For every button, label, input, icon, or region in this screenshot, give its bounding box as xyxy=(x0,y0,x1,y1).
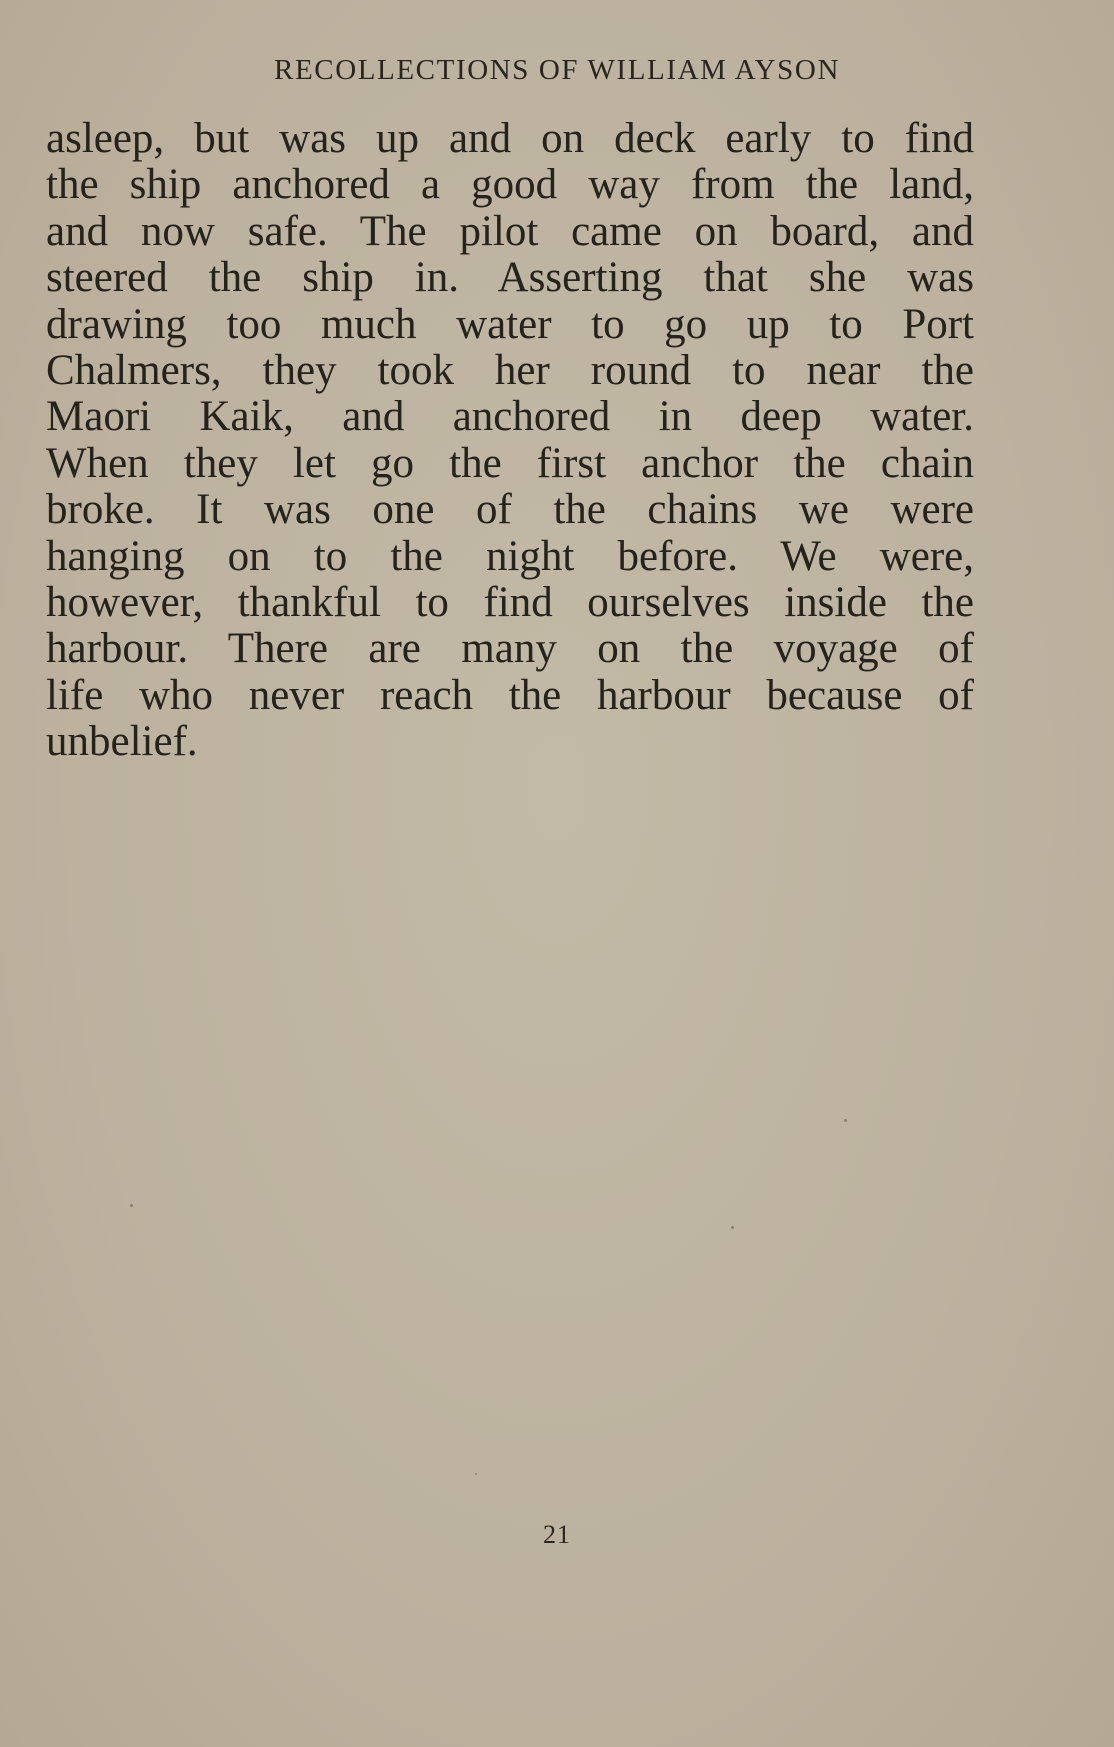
text-line: When they let go the first anchor the chain xyxy=(46,439,974,487)
running-head: RECOLLECTIONS OF WILLIAM AYSON xyxy=(274,54,840,86)
paper-speck xyxy=(731,1226,734,1229)
text-line: life who never reach the harbour because of xyxy=(46,671,974,719)
paper-speck xyxy=(475,1473,477,1475)
body-text xyxy=(46,116,974,766)
text-line: and now safe. The pilot came on board, and xyxy=(46,207,974,255)
text-line: however, thankful to find ourselves inside the xyxy=(46,579,974,627)
text-line: Maori Kaik, and anchored in deep water. xyxy=(46,393,974,441)
text-line: unbelief. xyxy=(46,718,198,766)
text-line: harbour. There are many on the voyage of xyxy=(46,625,974,673)
text-line: Chalmers, they took her round to near the xyxy=(46,347,974,395)
page-number: 21 xyxy=(543,1520,571,1549)
paper-speck xyxy=(844,1119,847,1122)
text-line: asleep, but was up and on deck early to find xyxy=(46,115,974,162)
paper-speck xyxy=(130,1204,133,1207)
text-line: drawing too much water to go up to Port xyxy=(46,300,974,348)
text-line: hanging on to the night before. We were, xyxy=(46,532,974,580)
text-line: the ship anchored a good way from the land, xyxy=(46,161,974,209)
text-line: broke. It was one of the chains we were xyxy=(46,486,974,534)
text-line: steered the ship in. Asserting that she was xyxy=(46,254,974,302)
